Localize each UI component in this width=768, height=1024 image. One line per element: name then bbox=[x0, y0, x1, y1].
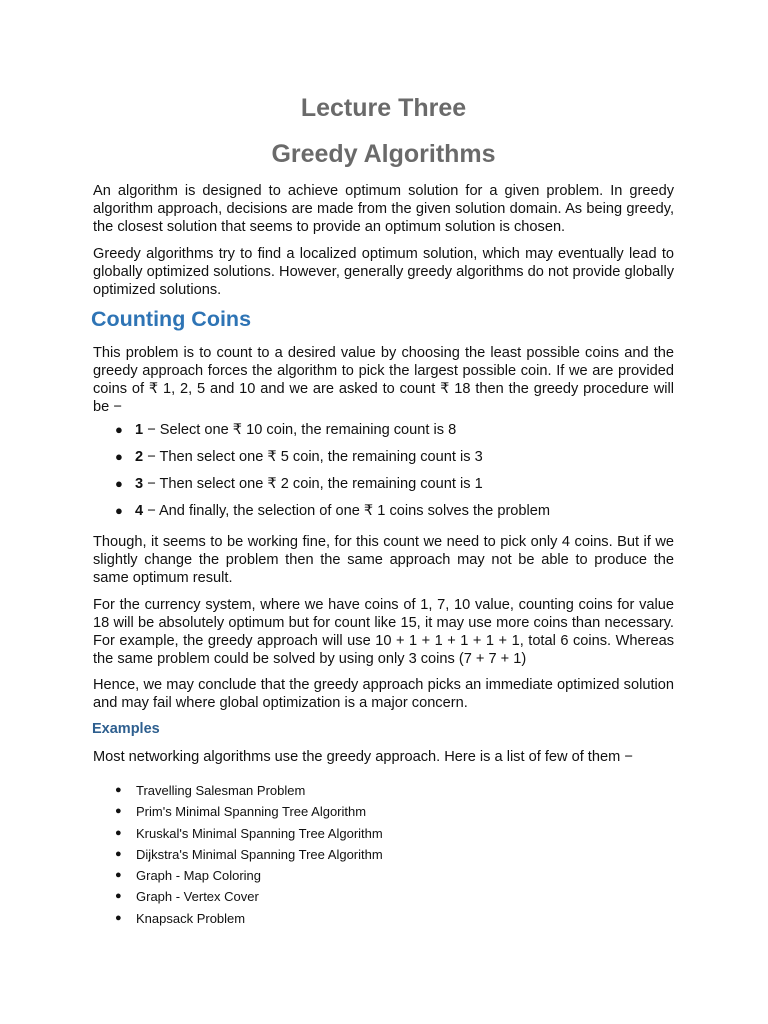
intro-paragraph-2: Greedy algorithms try to find a localized optimum solution, which may eventually lead to globally optimized solutions. However, generally greedy algorithms do not provide globally optimized solutions. bbox=[93, 246, 674, 298]
step-text: − Select one ₹ 10 coin, the remaining count is 8 bbox=[143, 422, 457, 438]
example-item: Kruskal's Minimal Spanning Tree Algorithm bbox=[136, 825, 383, 841]
example-item: Prim's Minimal Spanning Tree Algorithm bbox=[136, 804, 367, 820]
list-item bbox=[93, 502, 674, 529]
step-text: − Then select one ₹ 5 coin, the remaining count is 3 bbox=[143, 449, 483, 465]
bullet-icon: ● bbox=[115, 449, 123, 464]
example-item: Knapsack Problem bbox=[136, 910, 246, 926]
list-item bbox=[93, 448, 674, 475]
list-item bbox=[93, 888, 674, 909]
list-item bbox=[93, 782, 674, 803]
example-item: Dijkstra's Minimal Spanning Tree Algorithm bbox=[136, 846, 383, 862]
bullet-icon: ● bbox=[115, 503, 123, 518]
bullet-icon: ● bbox=[115, 890, 122, 903]
example-item: Graph - Map Coloring bbox=[136, 868, 261, 884]
bullet-icon: ● bbox=[115, 784, 122, 796]
coins-paragraph: This problem is to count to a desired value by choosing the least possible coins and the greedy approach forces the algorithm to pick the largest possible coin. If we are provided coins of ₹ 1, 2, 5 and 10 and we are asked to count ₹ 18 then the greedy procedure will be − bbox=[93, 345, 674, 415]
paragraph-currency: For the currency system, where we have coins of 1, 7, 10 value, counting coins for value 18 will be absolutely optimum but for count like 15, it may use more coins than necessary. For example, the greedy approach will use 10 + 1 + 1 + 1 + 1 + 1, total 6 coins. Whereas the same problem could be solved by using only 3 coins (7 + 7 + 1) bbox=[93, 597, 674, 667]
step-number: 4 bbox=[135, 503, 144, 519]
examples-list bbox=[93, 782, 674, 931]
section-heading-counting-coins: Counting Coins bbox=[91, 307, 252, 331]
bullet-icon: ● bbox=[115, 805, 122, 818]
examples-heading: Examples bbox=[92, 721, 160, 737]
lecture-title: Lecture Three bbox=[300, 94, 467, 122]
list-item bbox=[93, 421, 674, 448]
step-number: 1 bbox=[135, 422, 144, 438]
bullet-icon: ● bbox=[115, 869, 122, 882]
steps-list bbox=[93, 421, 674, 529]
bullet-icon: ● bbox=[115, 847, 122, 860]
bullet-icon: ● bbox=[115, 476, 123, 491]
step-number: 3 bbox=[135, 476, 144, 492]
step-text: − And finally, the selection of one ₹ 1 coins solves the problem bbox=[143, 503, 551, 519]
paragraph-though: Though, it seems to be working fine, for this count we need to pick only 4 coins. But if we slightly change the problem then the same approach may not be able to produce the same optimum result. bbox=[93, 534, 674, 586]
list-item bbox=[93, 910, 674, 931]
step-text: − Then select one ₹ 2 coin, the remaining count is 1 bbox=[143, 476, 483, 492]
bullet-icon: ● bbox=[115, 911, 122, 924]
list-item bbox=[93, 825, 674, 846]
list-item bbox=[93, 846, 674, 867]
example-item: Graph - Vertex Cover bbox=[136, 889, 259, 905]
bullet-icon: ● bbox=[115, 422, 123, 437]
example-item: Travelling Salesman Problem bbox=[136, 783, 306, 798]
intro-paragraph-1: An algorithm is designed to achieve optimum solution for a given problem. In greedy algorithm approach, decisions are made from the given solution domain. As being greedy, the closest solution that seems to provide an optimum solution is chosen. bbox=[93, 183, 674, 235]
lecture-subtitle: Greedy Algorithms bbox=[271, 140, 496, 168]
examples-intro: Most networking algorithms use the greedy approach. Here is a list of few of them − bbox=[93, 749, 633, 765]
step-number: 2 bbox=[135, 449, 144, 465]
list-item bbox=[93, 803, 674, 824]
list-item bbox=[93, 867, 674, 888]
list-item bbox=[93, 475, 674, 502]
paragraph-hence: Hence, we may conclude that the greedy approach picks an immediate optimized solution and may fail where global optimization is a major concern. bbox=[93, 677, 674, 711]
bullet-icon: ● bbox=[115, 826, 122, 839]
